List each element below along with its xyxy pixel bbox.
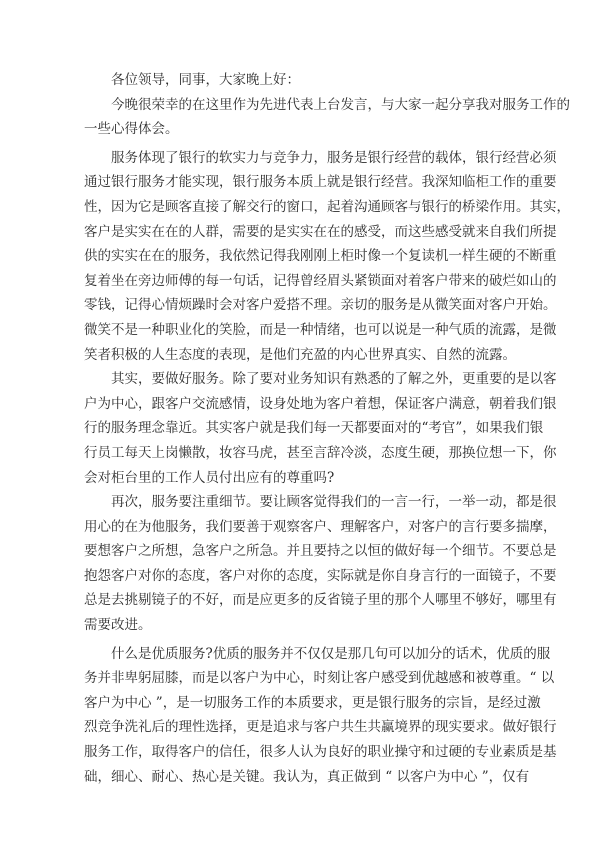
paragraph-line: 什么是优质服务?优质的服务并不仅仅是那几句可以加分的话术，优质的服 [111,645,551,662]
paragraph-line: 会对柜台里的工作人员付出应有的尊重吗? [84,469,335,486]
paragraph-line: 客户为中心 ”，是一切服务工作的本质要求，更是银行服务的宗旨，是经过激 [84,694,541,711]
paragraph-line: 今晚很荣幸的在这里作为先进代表上台发言，与大家一起分享我对服务工作的 [111,96,570,113]
paragraph-line: 行员工每天上岗懒散，妆容马虎，甚至言辞冷淡，态度生硬，那换位想一下，你 [84,444,557,461]
paragraph-line: 供的实实在在的服务，我依然记得我刚刚上柜时像一个复读机一样生硬的不断重 [84,248,557,265]
paragraph-line: 抱怨客户对你的态度，客户对你的态度，实际就是你自身言行的一面镜子，不要 [84,567,557,584]
paragraph-line: 复着坐在旁边师傅的每一句话，记得曾经眉头紧锁面对着客户带来的破烂如山的 [84,272,557,289]
paragraph-line: 需要改进。 [84,617,152,634]
document-body [84,68,570,789]
paragraph-line: 要想客户之所想，急客户之所急。并且要持之以恒的做好每一个细节。不要总是 [84,543,557,560]
paragraph-5 [84,642,557,790]
paragraph-line: 户为中心，跟客户交流感情，设身处地为客户着想，保证客户满意，朝着我们银 [84,395,557,412]
paragraph-line: 通过银行服务才能实现，银行服务本质上就是银行经营。我深知临柜工作的重要 [84,174,557,191]
paragraph-line: 烈竞争洗礼后的理性选择，更是追求与客户共生共赢境界的现实要求。做好银行 [84,719,557,736]
greeting-line: 各位领导，同事，大家晚上好： [111,72,300,88]
paragraph-line: 务并非卑躬屈膝，而是以客户为中心，时刻让客户感受到优越感和被尊重。“ 以 [84,670,555,687]
paragraph-line: 笑者积极的人生态度的表现，是他们充盈的内心世界真实、自然的流露。 [84,346,516,363]
paragraph-line: 用心的在为他服务，我们要善于观察客户、理解客户，对客户的言行要多揣摩， [84,518,557,535]
paragraph-3 [84,367,557,490]
paragraph-line: 性，因为它是顾客直接了解交行的窗口，起着沟通顾客与银行的桥梁作用。其实， [84,198,570,215]
paragraph-line: 一些心得体会。 [84,121,179,138]
paragraph-line: 微笑不是一种职业化的笑脸，而是一种情绪，也可以说是一种气质的流露，是微 [84,321,557,338]
paragraph-line: 础，细心、耐心、热心是关键。我认为，真正做到 “ 以客户为中心 ”，仅有 [84,768,530,785]
paragraph-1 [84,93,570,142]
paragraph-line: 客户是实实在在的人群，需要的是实实在在的感受，而这些感受就来自我们所提 [84,223,557,240]
paragraph-line: 服务工作，取得客户的信任，很多人认为良好的职业操守和过硬的专业素质是基 [84,744,557,761]
paragraph-line: 再次，服务要注重细节。要让顾客觉得我们的一言一行，一举一动，都是很 [111,494,557,511]
paragraph-line: 服务体现了银行的软实力与竞争力，服务是银行经营的载体，银行经营必须 [111,149,557,166]
paragraph-line: 总是去挑剔镜子的不好，而是应更多的反省镜子里的那个人哪里不够好，哪里有 [84,592,557,609]
paragraph-2 [84,146,570,367]
paragraph-4 [84,490,557,638]
paragraph-line: 零钱，记得心情烦躁时会对客户爱搭不理。亲切的服务是从微笑面对客户开始。 [84,297,557,314]
paragraph-line: 其实，要做好服务。除了要对业务知识有熟悉的了解之外，更重要的是以客 [111,371,557,388]
paragraph-line: 行的服务理念靠近。其实客户就是我们每一天都要面对的“考官”，如果我们银 [84,420,544,437]
